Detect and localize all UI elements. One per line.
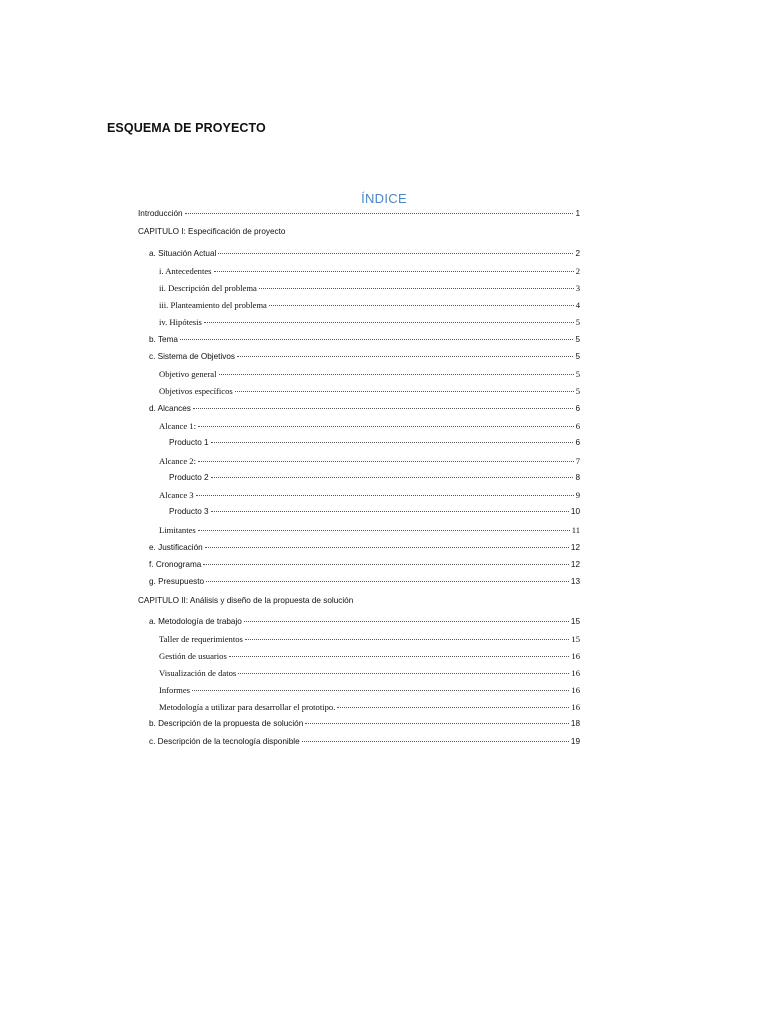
toc-entry-alcance-1[interactable]: Alcance 1: 6 bbox=[159, 421, 580, 431]
toc-entry-metodologia[interactable]: a. Metodología de trabajo 15 bbox=[149, 617, 580, 626]
toc-entry-situacion-actual[interactable]: a. Situación Actual 2 bbox=[149, 249, 580, 258]
toc-entry-descripcion-problema[interactable]: ii. Descripción del problema 3 bbox=[159, 283, 580, 293]
toc-entry-visualizacion[interactable]: Visualización de datos 16 bbox=[159, 668, 580, 678]
toc-entry-cronograma[interactable]: f. Cronograma 12 bbox=[149, 560, 580, 569]
toc-entry-sistema-objetivos[interactable]: c. Sistema de Objetivos 5 bbox=[149, 352, 580, 361]
toc-entry-producto-1[interactable]: Producto 1 6 bbox=[169, 438, 580, 447]
toc-entry-alcance-2[interactable]: Alcance 2: 7 bbox=[159, 456, 580, 466]
toc-entry-objetivo-general[interactable]: Objetivo general 5 bbox=[159, 369, 580, 379]
toc-entry-descripcion-tecnologia[interactable]: c. Descripción de la tecnología disponible 19 bbox=[149, 737, 580, 746]
document-title: ESQUEMA DE PROYECTO bbox=[107, 121, 266, 135]
toc-entry-presupuesto[interactable]: g. Presupuesto 13 bbox=[149, 577, 580, 586]
toc-entry-metodologia-prototipo[interactable]: Metodología a utilizar para desarrollar el prototipo. 16 bbox=[159, 702, 580, 712]
toc-entry-taller[interactable]: Taller de requerimientos 15 bbox=[159, 634, 580, 644]
toc-heading-capitulo-1[interactable]: CAPITULO I: Especificación de proyecto bbox=[138, 227, 286, 236]
toc-entry-descripcion-propuesta[interactable]: b. Descripción de la propuesta de solución 18 bbox=[149, 719, 580, 728]
toc-entry-objetivos-especificos[interactable]: Objetivos específicos 5 bbox=[159, 386, 580, 396]
toc-entry-alcances[interactable]: d. Alcances 6 bbox=[149, 404, 580, 413]
toc-entry-tema[interactable]: b. Tema 5 bbox=[149, 335, 580, 344]
toc-heading-capitulo-2[interactable]: CAPITULO II: Análisis y diseño de la propuesta de solución bbox=[138, 596, 354, 605]
index-heading: ÍNDICE bbox=[361, 191, 407, 206]
toc-entry-limitantes[interactable]: Limitantes 11 bbox=[159, 525, 580, 535]
toc-entry-justificacion[interactable]: e. Justificación 12 bbox=[149, 543, 580, 552]
toc-entry-producto-2[interactable]: Producto 2 8 bbox=[169, 473, 580, 482]
toc-entry-planteamiento[interactable]: iii. Planteamiento del problema 4 bbox=[159, 300, 580, 310]
toc-entry-antecedentes[interactable]: i. Antecedentes 2 bbox=[159, 266, 580, 276]
toc-entry-informes[interactable]: Informes 16 bbox=[159, 685, 580, 695]
toc-entry-alcance-3[interactable]: Alcance 3 9 bbox=[159, 490, 580, 500]
toc-entry-gestion[interactable]: Gestión de usuarios 16 bbox=[159, 651, 580, 661]
toc-entry-introduccion[interactable]: Introducción 1 bbox=[138, 209, 580, 218]
toc-entry-producto-3[interactable]: Producto 3 10 bbox=[169, 507, 580, 516]
toc-entry-hipotesis[interactable]: iv. Hipótesis 5 bbox=[159, 317, 580, 327]
